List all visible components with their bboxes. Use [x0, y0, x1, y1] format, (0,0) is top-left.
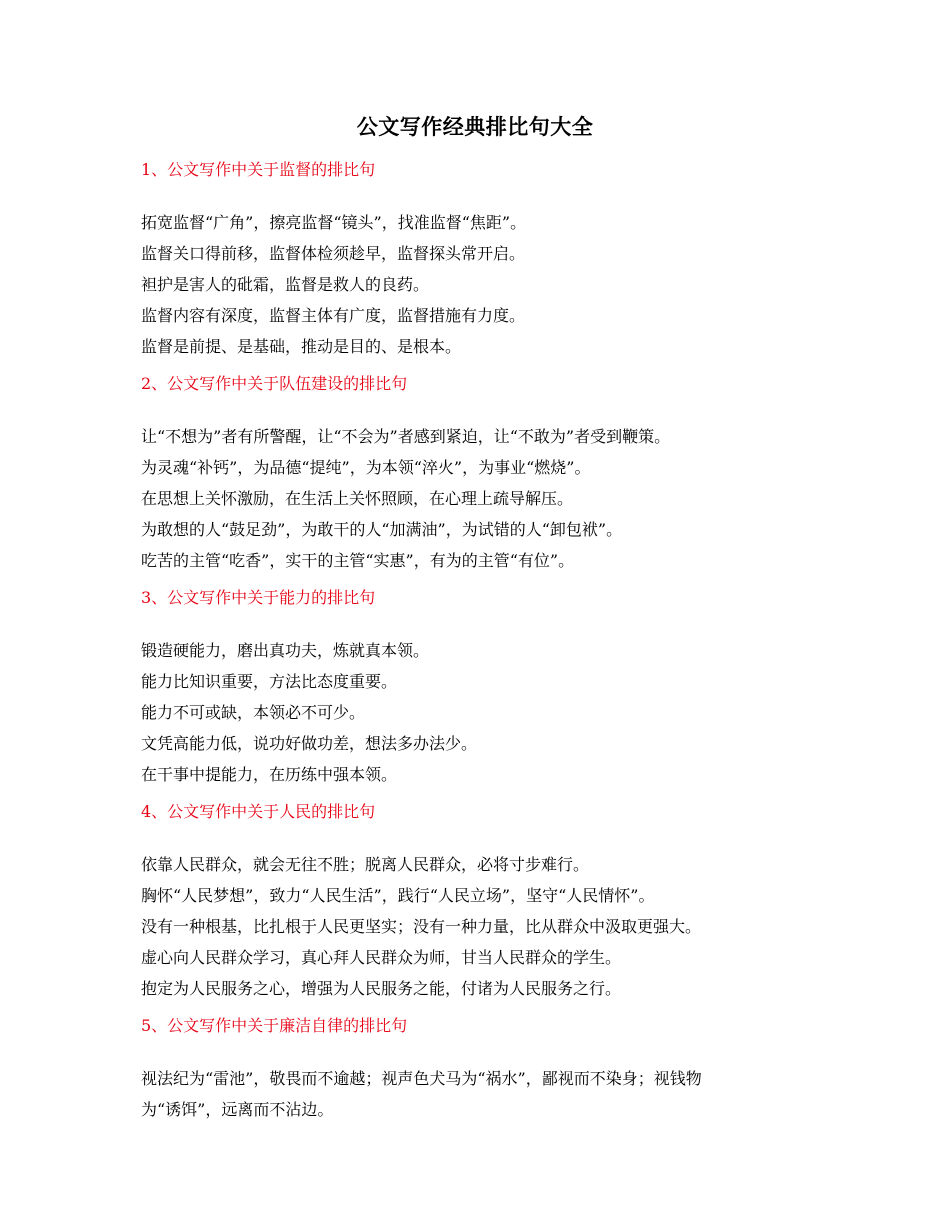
paragraph-line: 吃苦的主管“吃香”，实干的主管“实惠”，有为的主管“有位”。 — [141, 551, 575, 570]
section-people — [141, 800, 811, 1004]
section-supervision — [141, 158, 811, 362]
paragraph-line: 锻造硬能力，磨出真功夫，炼就真本领。 — [141, 641, 430, 660]
section-body — [141, 421, 811, 576]
paragraph-line: 监督是前提、是基础，推动是目的、是根本。 — [141, 337, 462, 356]
section-heading: 2、公文写作中关于队伍建设的排比句 — [141, 374, 408, 393]
paragraph-line: 没有一种根基，比扎根于人民更坚实；没有一种力量，比从群众中汲取更强大。 — [141, 917, 702, 936]
section-integrity — [141, 1014, 811, 1125]
section-heading: 3、公文写作中关于能力的排比句 — [141, 588, 376, 607]
section-body — [141, 1063, 811, 1125]
section-body — [141, 635, 811, 790]
paragraph-line: 为灵魂“补钙”，为品德“提纯”，为本领“淬火”，为事业“燃烧”。 — [141, 458, 591, 477]
paragraph-line: 能力不可或缺，本领必不可少。 — [141, 703, 366, 722]
section-team-building — [141, 372, 811, 576]
section-heading: 1、公文写作中关于监督的排比句 — [141, 160, 376, 179]
paragraph-line: 在思想上关怀激励，在生活上关怀照顾，在心理上疏导解压。 — [141, 489, 574, 508]
paragraph-line: 视法纪为“雷池”，敬畏而不逾越；视声色犬马为“祸水”，鄙视而不染身；视钱物 — [141, 1069, 702, 1088]
paragraph-line: 监督内容有深度，监督主体有广度，监督措施有力度。 — [141, 306, 526, 325]
section-ability — [141, 586, 811, 790]
paragraph-line: 监督关口得前移，监督体检须趁早，监督探头常开启。 — [141, 244, 526, 263]
paragraph-line: 为敢想的人“鼓足劲”，为敢干的人“加满油”，为试错的人“卸包袱”。 — [141, 520, 623, 539]
section-heading: 5、公文写作中关于廉洁自律的排比句 — [141, 1016, 408, 1035]
document-title: 公文写作经典排比句大全 — [356, 114, 594, 139]
paragraph-line: 为“诱饵”，远离而不沾边。 — [141, 1100, 334, 1119]
paragraph-line: 拓宽监督“广角”，擦亮监督“镜头”，找准监督“焦距”。 — [141, 213, 527, 232]
paragraph-line: 抱定为人民服务之心，增强为人民服务之能，付诸为人民服务之行。 — [141, 979, 622, 998]
paragraph-line: 虚心向人民群众学习，真心拜人民群众为师，甘当人民群众的学生。 — [141, 948, 622, 967]
paragraph-line: 在干事中提能力，在历练中强本领。 — [141, 765, 398, 784]
section-body — [141, 849, 811, 1004]
paragraph-line: 能力比知识重要，方法比态度重要。 — [141, 672, 398, 691]
paragraph-line: 文凭高能力低，说功好做功差，想法多办法少。 — [141, 734, 478, 753]
paragraph-line: 袒护是害人的砒霜，监督是救人的良药。 — [141, 275, 430, 294]
paragraph-line: 胸怀“人民梦想”，致力“人民生活”，践行“人民立场”，坚守“人民情怀”。 — [141, 886, 655, 905]
paragraph-line: 依靠人民群众，就会无往不胜；脱离人民群众，必将寸步难行。 — [141, 855, 590, 874]
paragraph-line: 让“不想为”者有所警醒，让“不会为”者感到紧迫，让“不敢为”者受到鞭策。 — [141, 427, 671, 446]
section-heading: 4、公文写作中关于人民的排比句 — [141, 802, 376, 821]
section-body — [141, 207, 811, 362]
